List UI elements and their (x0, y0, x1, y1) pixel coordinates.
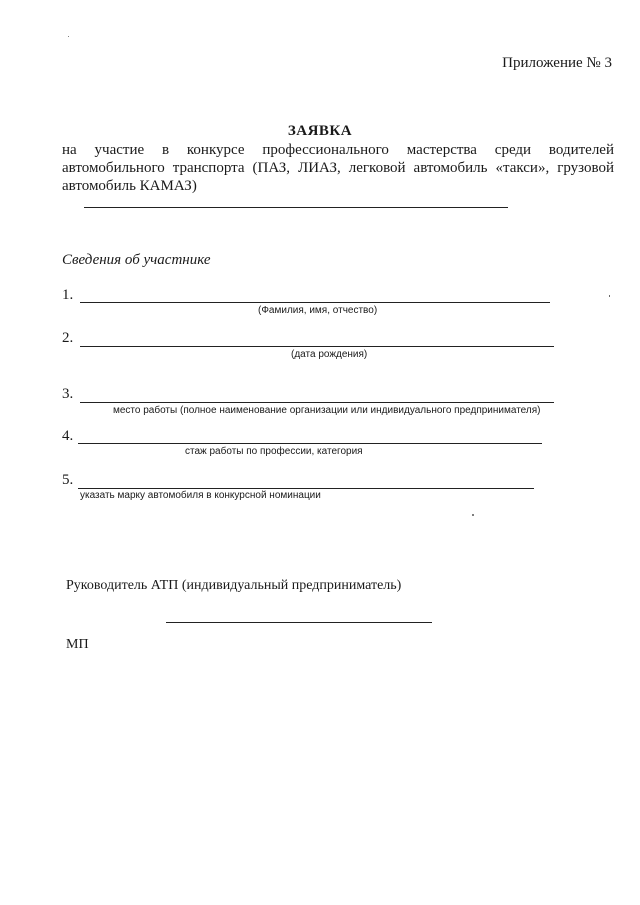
intro-text: на участие в конкурсе профессионального мастерства среди водителей автомобильного транспорта (ПАЗ, ЛИАЗ, легковой автомобиль «такси», грузовой автомобиль КАМАЗ) (62, 142, 614, 194)
organization-blank-line[interactable] (84, 207, 508, 208)
scan-speck (472, 514, 474, 516)
field-4-line[interactable] (78, 443, 542, 444)
scan-speck (68, 36, 69, 37)
field-3-line[interactable] (80, 402, 554, 403)
field-1-number: 1. (62, 287, 74, 303)
section-title: Сведения об участнике (62, 252, 211, 268)
field-2-number: 2. (62, 330, 74, 346)
stamp-label: МП (66, 637, 89, 652)
scan-speck (609, 295, 610, 297)
field-3-caption: место работы (полное наименование организации или индивидуального предпринимателя) (113, 405, 541, 416)
field-1-line[interactable] (80, 302, 550, 303)
field-3-number: 3. (62, 386, 74, 402)
field-5-line[interactable] (78, 488, 534, 489)
field-5-caption: указать марку автомобиля в конкурсной номинации (80, 490, 321, 501)
field-1-caption: (Фамилия, имя, отчество) (258, 305, 378, 316)
field-4-number: 4. (62, 428, 74, 444)
appendix-label: Приложение № 3 (502, 55, 612, 71)
signature-line[interactable] (166, 622, 432, 623)
field-2-line[interactable] (80, 346, 554, 347)
field-2-caption: (дата рождения) (291, 349, 368, 360)
field-5-number: 5. (62, 472, 74, 488)
field-4-caption: стаж работы по профессии, категория (185, 446, 363, 457)
document-title: ЗАЯВКА (287, 123, 353, 139)
signature-label: Руководитель АТП (индивидуальный предприниматель) (66, 578, 402, 593)
